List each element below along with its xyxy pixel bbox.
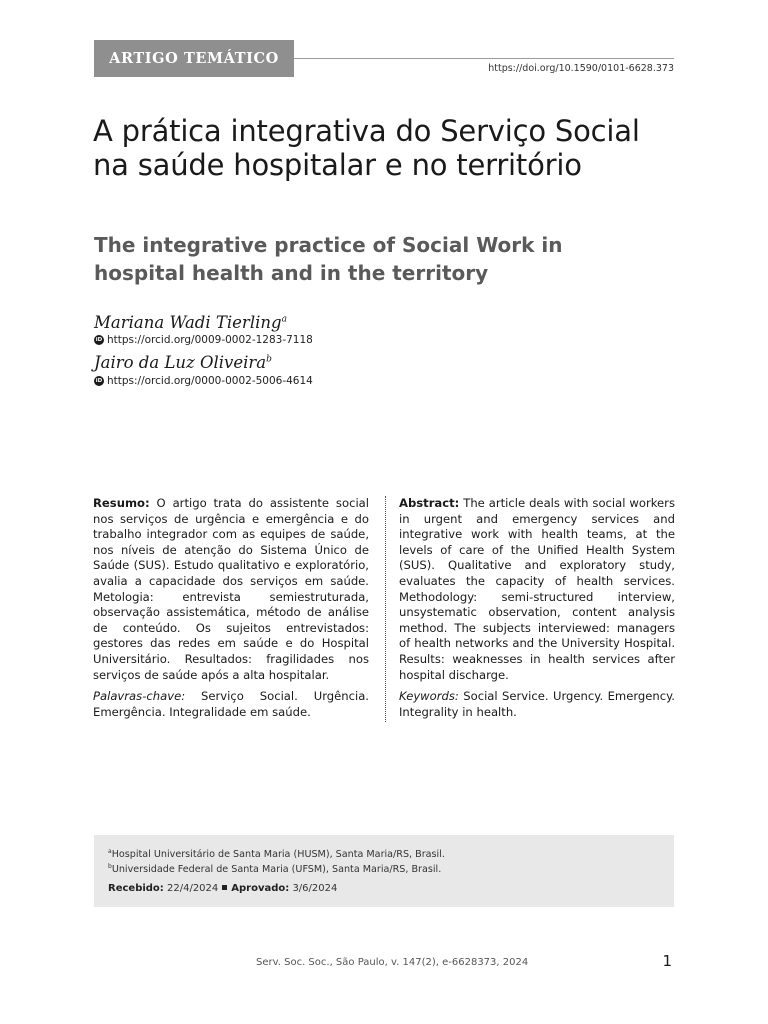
article-title: A prática integrativa do Serviço Social na saúde hospitalar e no território	[93, 114, 640, 182]
submission-dates	[108, 883, 337, 894]
affiliation-text: Universidade Federal de Santa Maria (UFSM), Santa Maria/RS, Brasil.	[111, 864, 442, 876]
orcid-link[interactable]	[94, 334, 313, 346]
orcid-icon: iD	[95, 378, 103, 384]
separator-square-icon	[222, 885, 227, 890]
header-rule	[294, 58, 674, 59]
resumo-text: O artigo trata do assistente social nos serviços de urgência e emergência e do trabalho integrador com as equipes de saúde, nos níveis de atenção do Sistema Único de Saúde (SUS). Estudo qualitativo e exploratório, avalia a capacidade dos serviços em saúde. Metologia: entrevista semiestruturada, observação assistemática, método de análise de conteúdo. Os sujeitos entrevistados: gestores das redes em saúde e do Hospital Universitário. Resultados: fragilidades nos serviços de saúde após a alta hospitalar.	[93, 496, 369, 682]
approved-label: Aprovado:	[231, 883, 290, 894]
footer-citation: Serv. Soc. Soc., São Paulo, v. 147(2), e-6628373, 2024	[256, 957, 529, 968]
orcid-url[interactable]: https://orcid.org/0000-0002-5006-4614	[107, 375, 313, 387]
article-subtitle: The integrative practice of Social Work in hospital health and in the territory	[94, 233, 563, 285]
author-mark: a	[281, 314, 287, 325]
resumo-paragraph	[93, 496, 369, 683]
keywords-label: Keywords:	[399, 689, 459, 704]
section-tag: ARTIGO TEMÁTICO	[94, 40, 294, 77]
abstract-column	[399, 496, 675, 720]
affiliation-mark: a	[108, 848, 112, 855]
affiliation-mark: b	[108, 863, 112, 870]
received-label: Recebido:	[108, 883, 164, 894]
abstract-paragraph	[399, 496, 675, 683]
affiliation-text: Hospital Universitário de Santa Maria (HUSM), Santa Maria/RS, Brasil.	[111, 849, 445, 861]
author-name-text: Jairo da Luz Oliveira	[94, 353, 267, 372]
author-name	[94, 313, 287, 332]
author-name	[94, 353, 272, 372]
column-divider	[385, 496, 386, 722]
author-mark: b	[266, 354, 272, 365]
author-name-text: Mariana Wadi Tierling	[94, 313, 282, 332]
palavras-chave	[93, 689, 369, 720]
palavras-chave-label: Palavras-chave:	[93, 689, 186, 704]
abstract-text: The article deals with social workers in urgent and emergency services and integrative work with health teams, at the levels of care of the Unified Health System (SUS). Qualitative and exploratory study, evaluates the capacity of health services. Methodology: semi-structured interview, unsystematic observation, content analysis method. The subjects interviewed: managers of health networks and the University Hospital. Results: weaknesses in health services after hospital discharge.	[399, 496, 675, 682]
affiliations-box	[94, 835, 674, 907]
resumo-column	[93, 496, 369, 720]
orcid-link[interactable]	[94, 375, 313, 387]
resumo-label: Resumo:	[93, 496, 150, 510]
doi-link[interactable]: https://doi.org/10.1590/0101-6628.373	[488, 63, 674, 74]
approved-date: 3/6/2024	[289, 883, 338, 894]
received-date: 22/4/2024	[163, 883, 219, 894]
abstract-label: Abstract:	[399, 496, 460, 510]
keywords-text: Social Service. Urgency. Emergency. Integrality in health.	[399, 689, 675, 719]
palavras-chave-text: Serviço Social. Urgência. Emergência. Integralidade em saúde.	[93, 689, 369, 719]
affiliation-line	[108, 863, 441, 875]
orcid-icon: iD	[95, 337, 103, 343]
page-number: 1	[662, 952, 672, 970]
keywords	[399, 689, 675, 720]
orcid-url[interactable]: https://orcid.org/0009-0002-1283-7118	[107, 334, 313, 346]
affiliation-line	[108, 848, 445, 860]
